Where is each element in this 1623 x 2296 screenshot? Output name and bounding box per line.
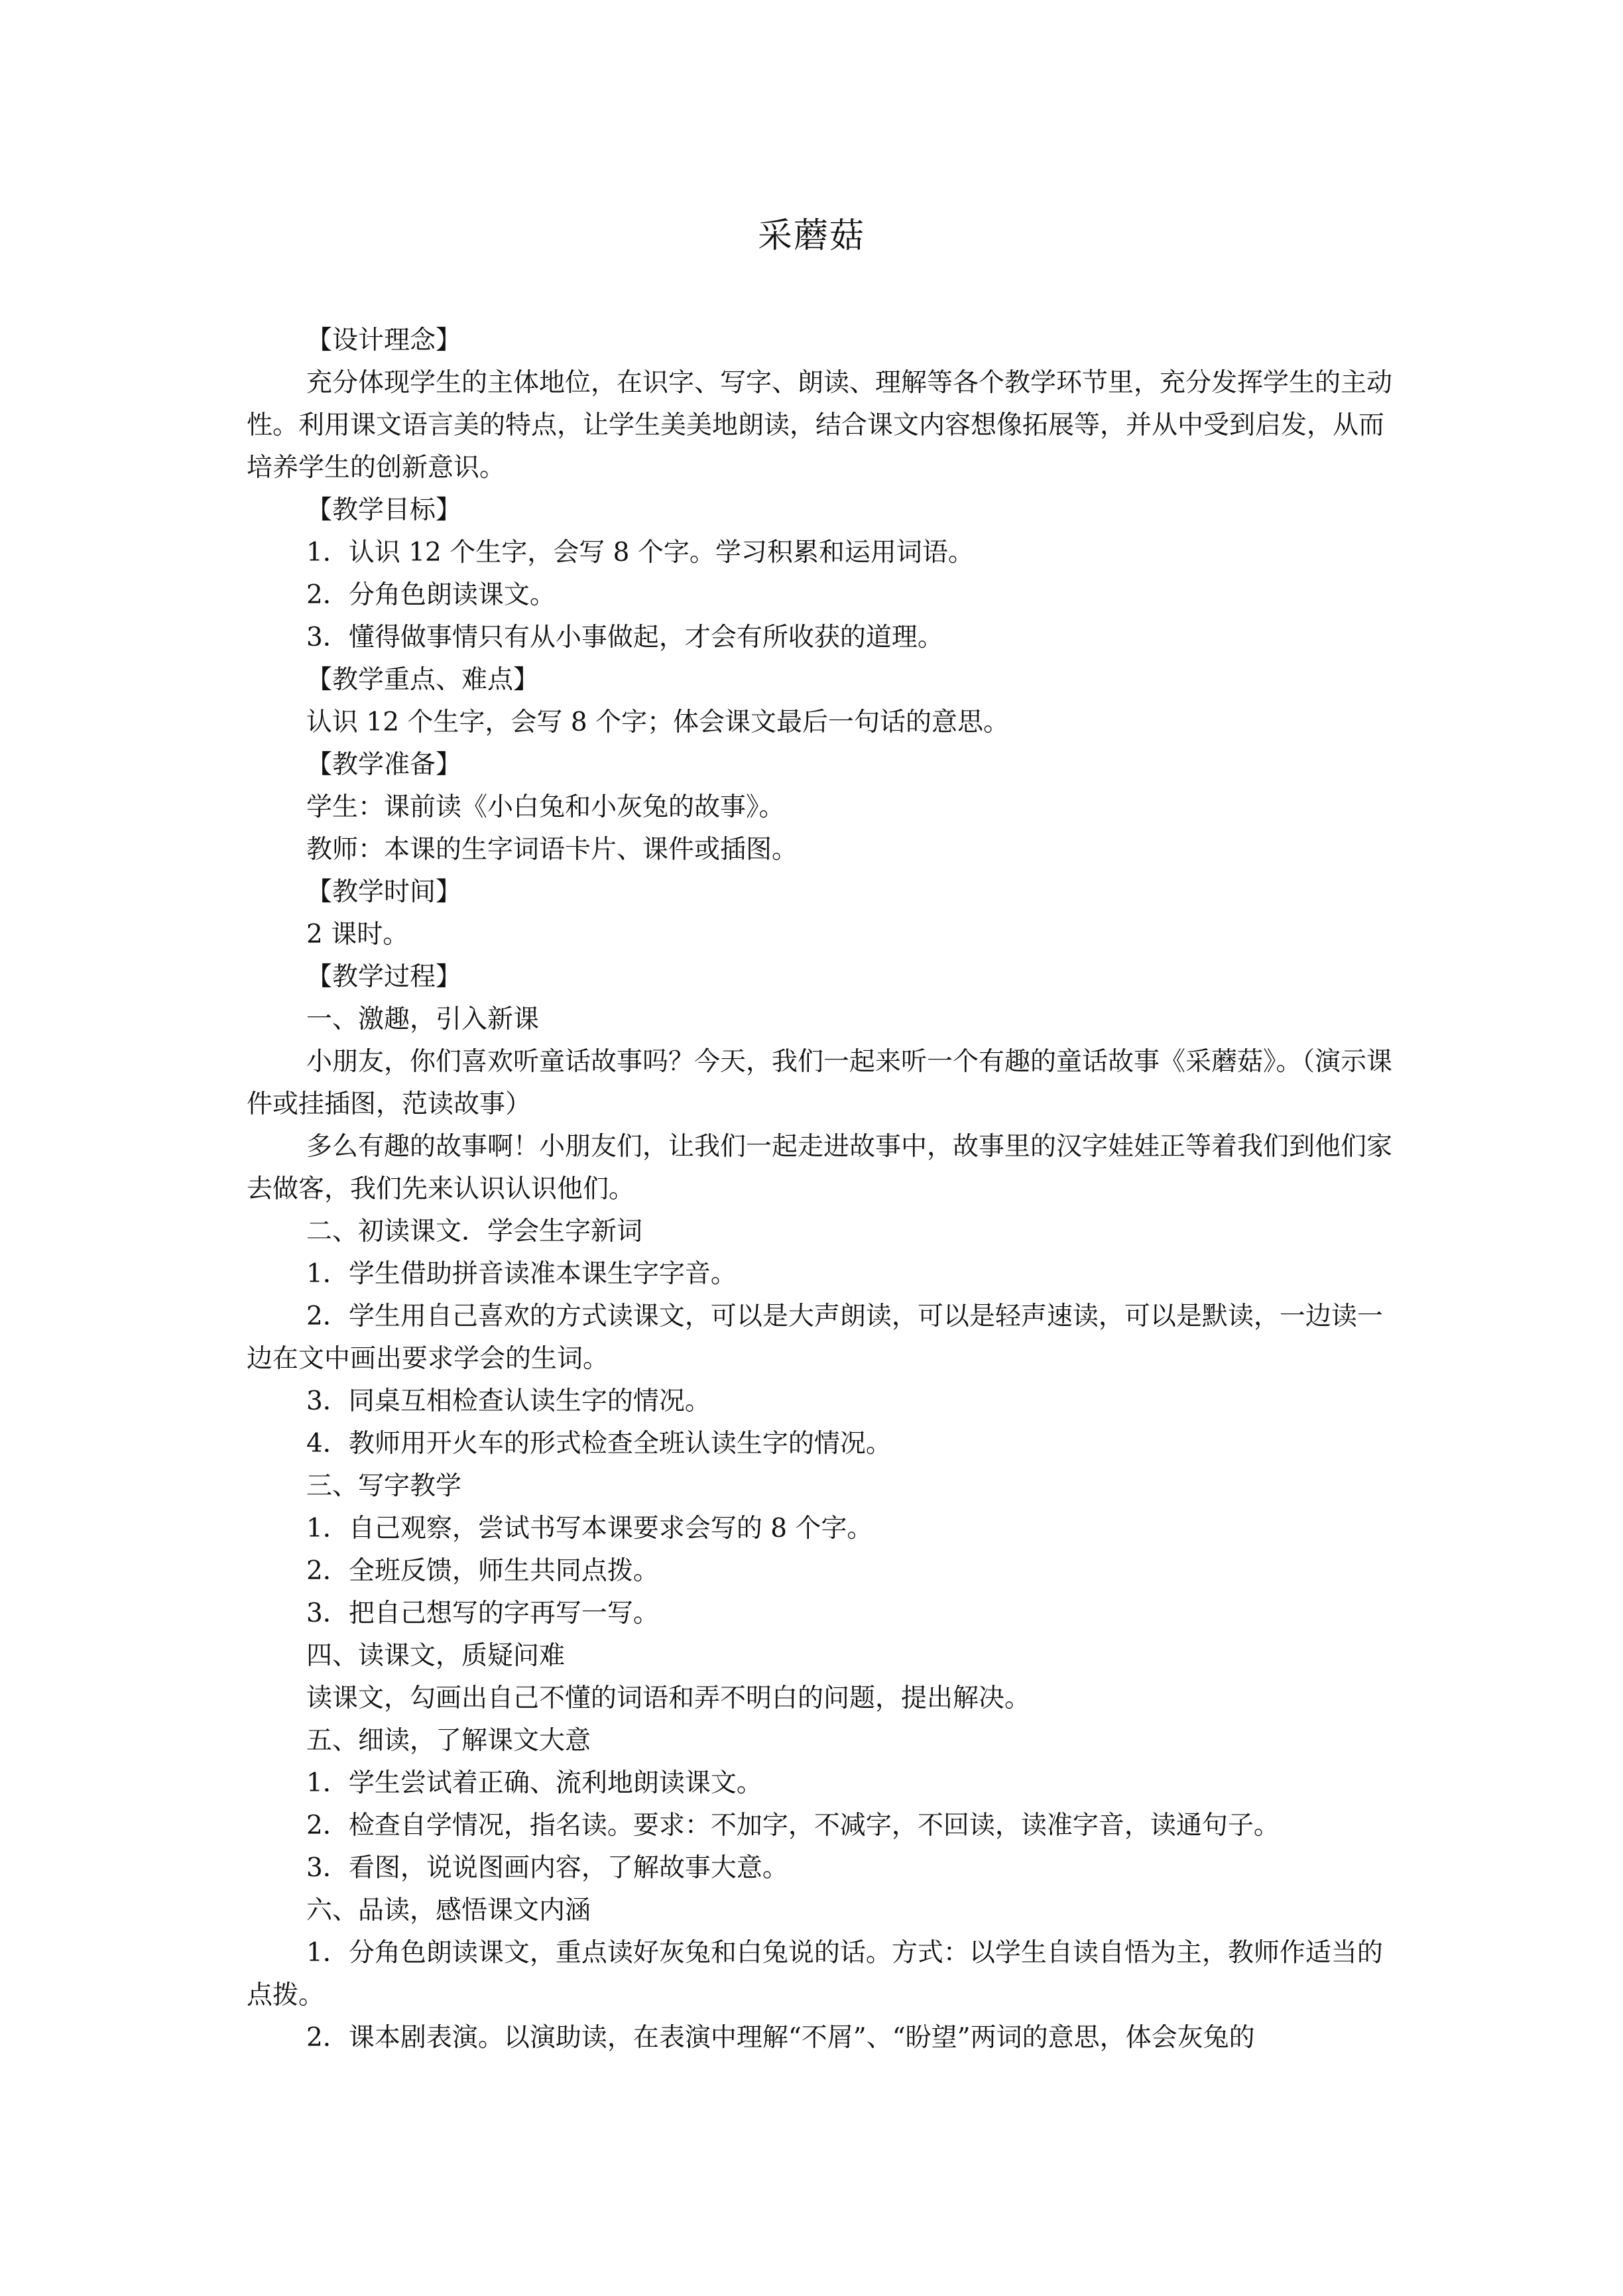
step-heading: 一、激趣，引入新课: [306, 1004, 540, 1034]
section-heading-time: 【教学时间】: [306, 877, 462, 907]
section-heading-process: 【教学过程】: [306, 962, 462, 992]
document-body: [247, 320, 1392, 2059]
paragraph: 小朋友，你们喜欢听童话故事吗？今天，我们一起来听一个有趣的童话故事《采蘑菇》。（演示课件或挂插图，范读故事）: [247, 1047, 1393, 1119]
paragraph: 认识 12 个生字，会写 8 个字；体会课文最后一句话的意思。: [306, 707, 1010, 737]
step-heading: 六、品读，感悟课文内涵: [306, 1896, 591, 1925]
list-item: 2．检查自学情况，指名读。要求：不加字，不减字，不回读，读准字音，读通句子。: [306, 1811, 1280, 1841]
list-item: 3．把自己想写的字再写一写。: [306, 1599, 659, 1628]
list-item: 1．分角色朗读课文，重点读好灰兔和白兔说的话。方式：以学生自读自悟为主，教师作适当的点拨。: [247, 1938, 1383, 2010]
paragraph: 多么有趣的故事啊！小朋友们，让我们一起走进故事中，故事里的汉字娃娃正等着我们到他们家去做客，我们先来认识认识他们。: [247, 1132, 1393, 1204]
step-heading: 二、初读课文．学会生字新词: [306, 1217, 643, 1246]
list-item: 2．分角色朗读课文。: [306, 580, 556, 610]
paragraph: 教师：本课的生字词语卡片、课件或插图。: [306, 835, 798, 865]
section-heading-preparation: 【教学准备】: [306, 750, 462, 780]
list-item: 1．认识 12 个生字，会写 8 个字。学习积累和运用词语。: [306, 538, 974, 568]
list-item: 2．学生用自己喜欢的方式读课文，可以是大声朗读，可以是轻声速读，可以是默读，一边读一边在文中画出要求学会的生词。: [247, 1301, 1383, 1374]
list-item: 4．教师用开火车的形式检查全班认读生字的情况。: [306, 1429, 892, 1459]
paragraph: 学生：课前读《小白兔和小灰兔的故事》。: [306, 792, 785, 822]
list-item: 2．全班反馈，师生共同点拨。: [306, 1556, 659, 1586]
list-item: 3．同桌互相检查认读生字的情况。: [306, 1386, 711, 1416]
step-heading: 五、细读，了解课文大意: [306, 1726, 591, 1756]
step-heading: 三、写字教学: [306, 1471, 462, 1501]
paragraph: 充分体现学生的主体地位，在识字、写字、朗读、理解等各个教学环节里，充分发挥学生的主动性。利用课文语言美的特点，让学生美美地朗读，结合课文内容想像拓展等，并从中受到启发，从而培养学生的创新意识。: [247, 368, 1393, 483]
section-heading-key-points: 【教学重点、难点】: [306, 665, 540, 695]
list-item: 1．自己观察，尝试书写本课要求会写的 8 个字。: [306, 1514, 873, 1543]
step-heading: 四、读课文，质疑问难: [306, 1641, 566, 1671]
list-item: 3．懂得做事情只有从小事做起，才会有所收获的道理。: [306, 623, 943, 652]
list-item: 3．看图，说说图画内容，了解故事大意。: [306, 1853, 788, 1883]
list-item: 2．课本剧表演。以演助读，在表演中理解“不屑”、“盼望”两词的意思，体会灰兔的: [306, 2023, 1255, 2053]
page-title: 采蘑菇: [757, 216, 865, 256]
paragraph: 2 课时。: [306, 920, 409, 949]
paragraph: 读课文，勾画出自己不懂的词语和弄不明白的问题，提出解决。: [306, 1683, 1031, 1713]
list-item: 1．学生借助拼音读准本课生字字音。: [306, 1259, 737, 1289]
section-heading-design-concept: 【设计理念】: [306, 326, 462, 355]
section-heading-objectives: 【教学目标】: [306, 495, 462, 525]
list-item: 1．学生尝试着正确、流利地朗读课文。: [306, 1768, 762, 1798]
